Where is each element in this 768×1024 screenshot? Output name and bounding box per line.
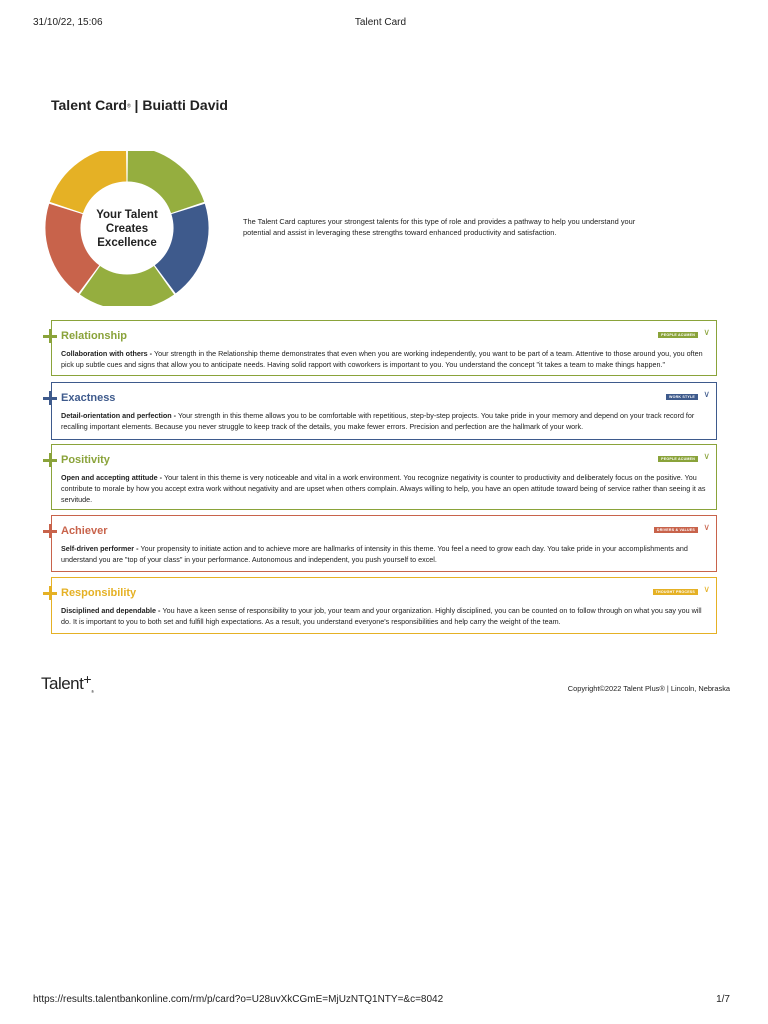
card-title: Positivity — [61, 454, 110, 466]
talent-card-positivity[interactable] — [51, 444, 717, 510]
print-datetime: 31/10/22, 15:06 — [33, 17, 103, 28]
card-text: Your propensity to initiate action and to achieve more are hallmarks of intensity in this theme. You feel a need to grow each day. You take pride in your accomplishments and understand you are "top of your class" in your performance. Autonomous and independent, you push yourself to excel. — [61, 544, 688, 564]
intro-text: The Talent Card captures your strongest talents for this type of role and provides a pathway to help you understand your potential and assist in leveraging these strengths toward enhanced productivity and satisfaction. — [243, 217, 636, 237]
category-badge: WORK STYLE — [666, 394, 698, 400]
card-description — [61, 543, 706, 565]
logo-registered-mark: ® — [91, 689, 94, 694]
donut-segment-5 — [66, 164, 126, 207]
print-url: https://results.talentbankonline.com/rm/p/card?o=U28uvXkCGmE=MjUzNTQ1NTY=&c=8042 — [33, 994, 444, 1005]
print-page-title: Talent Card — [354, 17, 407, 28]
donut-center-line-1: Your Talent — [96, 209, 158, 221]
card-lead: Self-driven performer - — [61, 544, 141, 553]
card-description — [61, 472, 706, 505]
talent-card-achiever[interactable] — [51, 515, 717, 572]
registered-mark: ® — [126, 103, 131, 110]
card-text: Your strength in this theme allows you to be comfortable with repetitious, step-by-step projects. You take pride in your memory and depend on your track record for recalling important elements. Because you never struggle to keep track of the details, you make fewer errors. Precision and perfection are the hallmark of your work. — [61, 411, 695, 431]
page-title-name: | Buiatti David — [130, 97, 228, 113]
donut-segment-4 — [63, 209, 89, 279]
talent-donut-chart — [44, 151, 210, 306]
category-badge: THOUGHT PROCESS — [653, 589, 698, 595]
logo-text: Talent — [41, 674, 84, 693]
category-badge: DRIVERS & VALUES — [654, 527, 698, 533]
logo-plus: + — [83, 671, 92, 687]
chevron-down-icon[interactable]: ∨ — [703, 584, 710, 594]
talent-plus-logo — [41, 671, 94, 694]
donut-center-line-2: Creates — [105, 223, 149, 235]
donut-segment-1 — [128, 164, 188, 207]
talent-card-relationship[interactable] — [51, 320, 717, 376]
card-lead: Open and accepting attitude - — [61, 473, 165, 482]
card-lead: Detail-orientation and perfection - — [61, 411, 179, 420]
card-title: Exactness — [61, 392, 116, 404]
donut-segment-3 — [90, 280, 164, 292]
chevron-down-icon[interactable]: ∨ — [703, 389, 710, 399]
chevron-down-icon[interactable]: ∨ — [703, 522, 710, 532]
print-header — [33, 17, 728, 31]
plus-icon — [43, 453, 57, 467]
card-title: Responsibility — [61, 587, 137, 599]
donut-center-line-3: Excellence — [97, 237, 157, 249]
card-title: Relationship — [61, 330, 128, 342]
card-text: Your strength in the Relationship theme demonstrates that even when you are working independently, you want to be part of a team. Attentive to those around you, you often pick up subtle cues and signs that allow you to anticipate needs. Having solid rapport with coworkers is important to you. You understand the concept "it takes a team to make things happen." — [61, 349, 703, 369]
talent-card-exactness[interactable] — [51, 382, 717, 440]
print-page-number: 1/7 — [716, 994, 730, 1005]
card-description — [61, 410, 706, 432]
card-lead: Collaboration with others - — [61, 349, 155, 358]
chevron-down-icon[interactable]: ∨ — [703, 451, 710, 461]
plus-icon — [43, 524, 57, 538]
talent-card-responsibility[interactable] — [51, 577, 717, 634]
plus-icon — [43, 329, 57, 343]
plus-icon — [43, 586, 57, 600]
donut-segment-2 — [165, 209, 191, 279]
chevron-down-icon[interactable]: ∨ — [703, 327, 710, 337]
card-text: Your talent in this theme is very noticeable and vital in a work environment. You recognize negativity is counter to productivity and deliberately focus on the positive. You contribute to morale by how you accept extra work without negativity and are upset when others complain. Always willing to help, you have an open attitude toward being of service rather than seeing it as servitude. — [61, 473, 706, 504]
card-description — [61, 605, 706, 627]
page-title — [51, 97, 228, 113]
category-badge: PEOPLE ACUMEN — [658, 456, 698, 462]
page-title-prefix: Talent Card — [51, 97, 127, 113]
copyright-text: Copyright©2022 Talent Plus® | Lincoln, Nebraska — [567, 684, 730, 693]
card-description — [61, 348, 706, 370]
plus-icon — [43, 391, 57, 405]
card-text: You have a keen sense of responsibility to your job, your team and your organization. Highly disciplined, you can be counted on to follow through on what you say you will do. It is important to you to both set and fulfill high expectations. As a result, you understand everyone's responsibilities and help carry the weight of the team. — [61, 606, 702, 626]
category-badge: PEOPLE ACUMEN — [658, 332, 698, 338]
card-title: Achiever — [61, 525, 108, 537]
card-lead: Disciplined and dependable - — [61, 606, 163, 615]
